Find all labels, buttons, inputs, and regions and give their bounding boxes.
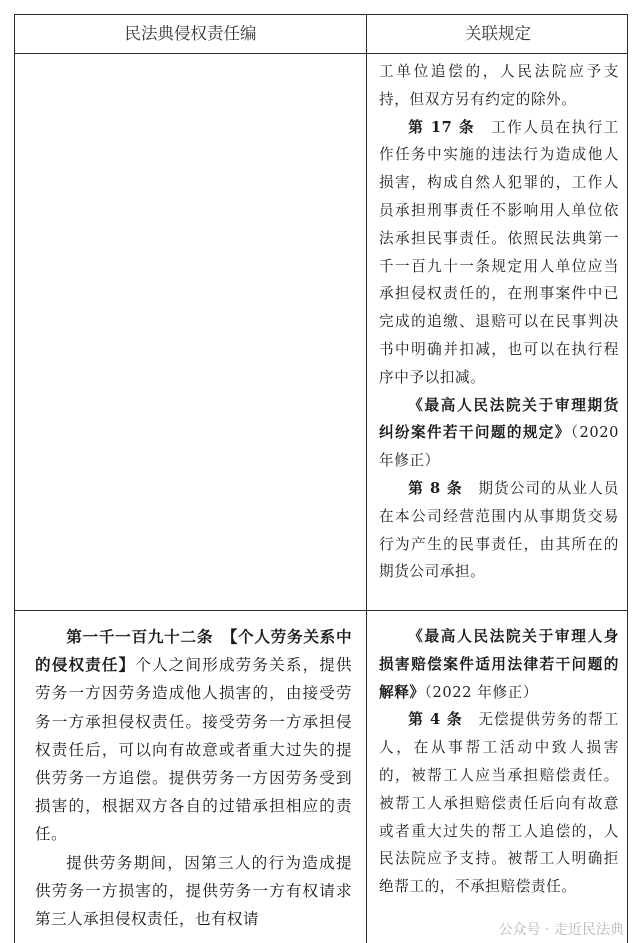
regulation-title-futures-name: 《最高人民法院关于审理期货纠纷案件若干问题的规定》 bbox=[379, 396, 619, 442]
row1-right-cell bbox=[367, 58, 629, 586]
article-1192-text: 个人之间形成劳务关系，提供劳务一方因劳务造成他人损害的，由接受劳务一方承担侵权责任。接受劳务一方承担侵权责任后，可以向有故意或者重大过失的提供劳务一方追偿。提供劳务一方因劳务受到损害的，根据双方各自的过错承担相应的责任。 bbox=[35, 656, 353, 844]
row2-right-cell bbox=[367, 623, 629, 901]
article-8-label: 第 8 条 bbox=[408, 479, 463, 497]
row-divider bbox=[15, 610, 627, 611]
header-right: 关联规定 bbox=[465, 24, 531, 43]
regulation-title-injury-name: 《最高人民法院关于审理人身损害赔偿案件适用法律若干问题的解释》 bbox=[379, 628, 619, 701]
article-4-text: 无偿提供劳务的帮工人，在从事帮工活动中致人损害的，被帮工人应当承担赔偿责任。被帮工人承担赔偿责任后向有故意或者重大过失的帮工人追偿的，人民法院应予支持。被帮工人明确拒绝帮工的，不承担赔偿责任。 bbox=[379, 711, 619, 896]
regulation-title-futures bbox=[379, 392, 619, 475]
article-4-paragraph bbox=[379, 706, 619, 901]
regulation-title-injury-year: （2022 年修正） bbox=[424, 683, 539, 701]
regulation-title-futures-year: （2020 年修正） bbox=[379, 424, 620, 470]
article-17-label: 第 17 条 bbox=[408, 118, 476, 136]
continued-paragraph: 工单位追偿的，人民法院应予支持，但双方另有约定的除外。 bbox=[379, 63, 619, 108]
row2-left-cell bbox=[15, 623, 366, 933]
relation-table bbox=[14, 14, 628, 943]
header-left: 民法典侵权责任编 bbox=[124, 24, 257, 43]
article-17-paragraph bbox=[379, 114, 619, 392]
article-1192-label: 第一千一百九十二条 【个人劳务关系中的侵权责任】 bbox=[35, 627, 352, 675]
article-8-text: 期货公司的从业人员在本公司经营范围内从事期货交易行为产生的民事责任，由其所在的期货公司承担。 bbox=[379, 479, 619, 581]
regulation-title-injury bbox=[379, 623, 619, 706]
row1-left-empty bbox=[15, 54, 366, 610]
article-17-text: 工作人员在执行工作任务中实施的违法行为造成他人损害，构成自然人犯罪的，工作人员承担刑事责任不影响用人单位依法承担民事责任。依照民法典第一千一百九十一条规定用人单位应当承担侵权责任的，在刑事案件中已完成的追缴、退赔可以在民事判决书中明确并扣减，也可以在执行程序中予以扣减。 bbox=[379, 118, 619, 386]
article-8-paragraph bbox=[379, 475, 619, 586]
article-4-label: 第 4 条 bbox=[408, 711, 463, 729]
watermark: 公众号 · 走近民法典 bbox=[498, 922, 624, 938]
article-1192-paragraph-2: 提供劳务期间，因第三人的行为造成提供劳务一方损害的，提供劳务一方有权请求第三人承担侵权责任，也有权请 bbox=[35, 853, 352, 929]
article-1192-paragraph bbox=[35, 623, 352, 849]
